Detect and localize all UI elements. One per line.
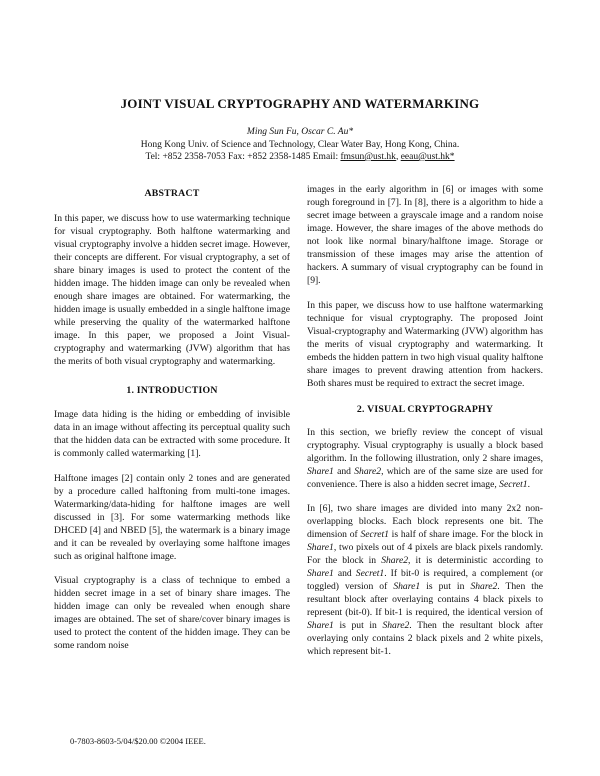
vc-p2-text: and — [333, 568, 356, 579]
vc-p1-text-a: In this section, we briefly review the concept of visual cryptography. Visual cryptography is usually a block based algorithm. In the following illustration, only 2 share images, — [307, 426, 543, 464]
vc-p2-text: . Then the resultant block after overlaying only contains 2 black pixels and 2 white pixels, which represent bit-1. — [307, 620, 543, 657]
intro-paragraph-4: In this paper, we discuss how to use halftone watermarking technique for visual cryptography. The proposed Joint Visual-cryptography and Watermarking (JVW) algorithm has the merits of visual cryptography and watermarking. It embeds the hidden pattern in two high visual quality halftone share images to prevent drawing attention from hackers. Both shares must be required to extract the secret image. — [307, 299, 543, 389]
vc-p1-share2: Share2 — [354, 465, 382, 477]
introduction-heading: 1. INTRODUCTION — [126, 385, 218, 396]
contact-line — [0, 151, 600, 164]
vc-p2-term: Share1 — [307, 620, 334, 631]
email-link-1[interactable]: fmsun@ust.hk — [340, 152, 396, 162]
vc-p2-text: In [6], two share images are divided into many 2x2 non-overlapping blocks. Each block represents one bit. The dimension of — [307, 503, 543, 540]
author-names: Ming Sun Fu, Oscar C. Au* — [246, 127, 354, 137]
email-separator: , — [395, 152, 401, 162]
vc-p1-share1: Share1 — [307, 465, 334, 477]
vc-p2-text: . Then the resultant block after overlaying contains 4 black pixels to represent (bit-0). If bit-1 is required, the identical version of — [307, 581, 543, 618]
intro-paragraph-1: Image data hiding is the hiding or embedding of invisible data in an image without affecting its perceptual quality such that the hidden data can be extracted with some procedure. It is commonly called watermarking [1]. — [54, 409, 290, 459]
author-block — [0, 126, 600, 164]
right-column — [307, 183, 543, 670]
vc-p2-term: Share2 — [381, 555, 409, 566]
abstract-text: In this paper, we discuss how to use watermarking technique for visual cryptography. Both halftone watermarking and visual cryptography involve a hidden secret image. However, their concepts are different. For visual cryptography, a set of share binary images is used to protect the content of the hidden image. The hidden image can only be revealed when enough share images are obtained. For watermarking, the hidden image is usually embedded in a single halftone image while preserving the quality of the watermarked halftone image. In this paper, we proposed a Joint Visual-cryptography and watermarking (JVW) algorithm that has the merits of both visual cryptography and watermarking. — [54, 213, 290, 367]
vc-p2-term: Secret1 — [360, 529, 389, 540]
vc-p1-text-b: and — [333, 465, 355, 477]
contact-phone-fax: Tel: +852 2358-7053 Fax: +852 2358-1485 Email: — [145, 152, 341, 162]
vc-p2-term: Share1 — [307, 568, 334, 579]
vc-p1-text-c: , which are of the same size are used for convenience. There is also a hidden secret image, — [307, 465, 543, 490]
intro-paragraph-3: Visual cryptography is a class of technique to embed a hidden secret image in a set of binary share images. The hidden image can only be revealed when enough share images are obtained. The set of share/cover binary images is used to protect the content of the hidden image. They can be some random noise — [54, 575, 290, 651]
vc-p2-text: . If bit-0 is required, a complement (or toggled) version of — [307, 568, 543, 592]
vc-p2-text: is put in — [420, 581, 471, 592]
vc-p2-term: Share1 — [393, 581, 421, 592]
vc-p2-term: Share1 — [307, 542, 334, 553]
vc-p1-text-d: . — [527, 478, 530, 490]
vc-p2-term: Share2 — [470, 581, 498, 592]
vc-p2-text: , it is deterministic according to — [408, 555, 543, 566]
vc-paragraph-2 — [307, 502, 543, 658]
vc-p2-text: is half of share image. For the block in — [388, 529, 543, 540]
visual-cryptography-heading: 2. VISUAL CRYPTOGRAPHY — [356, 403, 494, 415]
affiliation: Hong Kong Univ. of Science and Technology, Clear Water Bay, Hong Kong, China. — [140, 139, 460, 150]
vc-paragraph-1 — [307, 426, 543, 491]
vc-p2-text: , two pixels out of 4 pixels are black pixels randomly. For the block in — [307, 542, 543, 566]
copyright-footer: 0-7803-8603-5/04/$20.00 ©2004 IEEE. — [70, 736, 206, 746]
intro-paragraph-2: Halftone images [2] contain only 2 tones and are generated by a procedure called halftoning from multi-tone images. Watermarking/data-hiding for halftone images are well discussed in [3]. For some watermarking methods like DHCED [4] and NBED [5], the watermark is a binary image and it can be revealed by overlaying some halftone images such as original halftone image. — [54, 472, 290, 562]
left-column — [54, 184, 290, 664]
vc-p2-term: Secret1 — [355, 568, 385, 579]
vc-p1-secret1: Secret1 — [499, 478, 528, 490]
vc-p2-text: is put in — [333, 620, 383, 631]
intro-paragraph-3-continued: images in the early algorithm in [6] or images with some rough foreground in [7]. In [8], there is a algorithm to hide a secret image between a grayscale image and a random noise image. However, the share images of the above methods do not look like normal binary/halftone image. Storage or transmission of these images may arise the attention of hackers. A summary of visual cryptography can be found in [9]. — [307, 184, 543, 286]
vc-p2-term: Share2 — [382, 620, 410, 631]
email-link-2[interactable]: eeau@ust.hk* — [400, 152, 455, 162]
paper-title: JOINT VISUAL CRYPTOGRAPHY AND WATERMARKING — [120, 96, 480, 111]
abstract-heading: ABSTRACT — [144, 188, 200, 199]
